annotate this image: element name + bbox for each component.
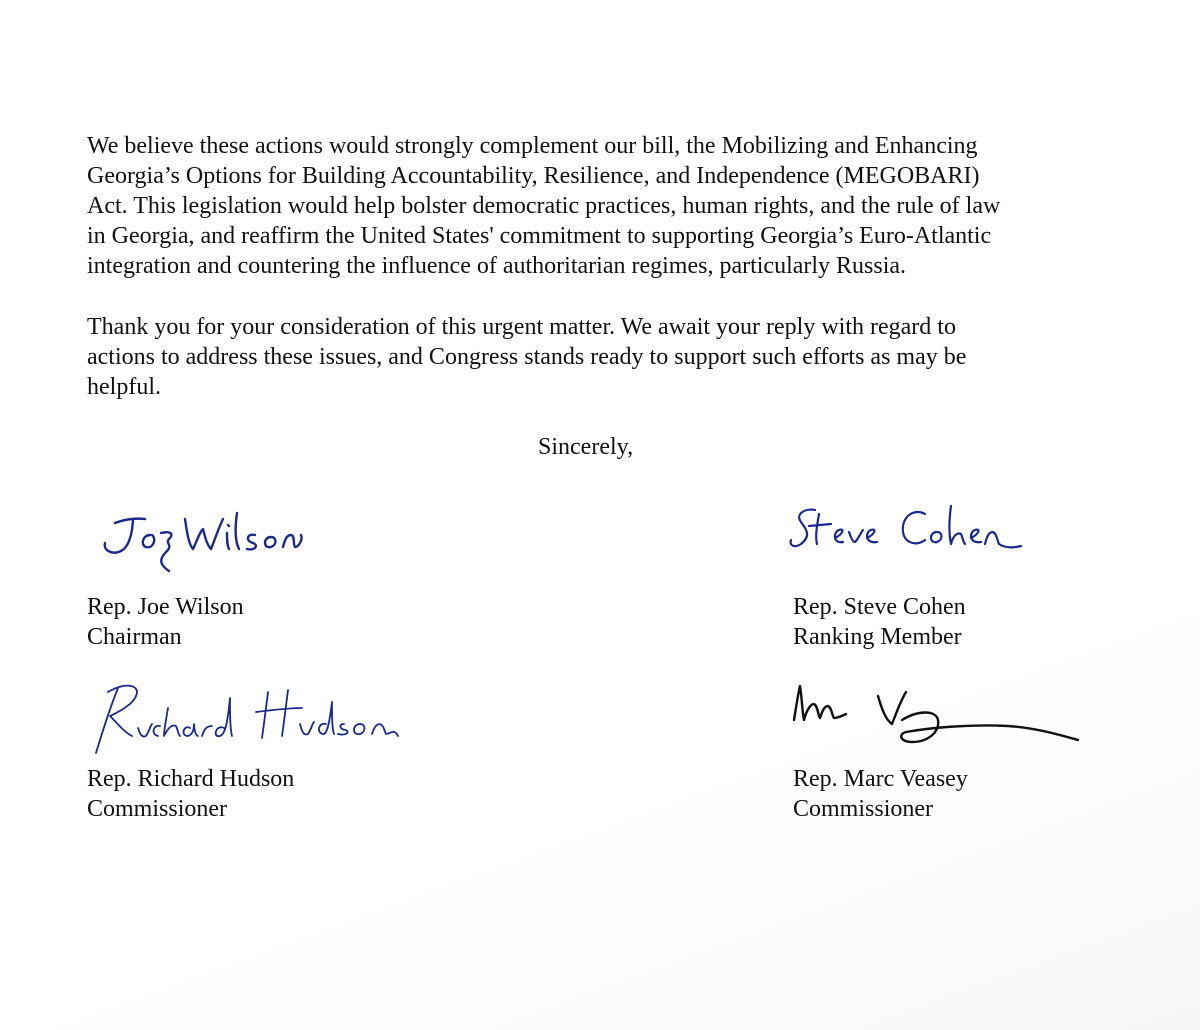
- body-paragraph-2: [87, 312, 1117, 402]
- signature-joe-wilson: [95, 505, 315, 580]
- signatory-name: Rep. Steve Cohen: [793, 594, 966, 620]
- signatory-name: Rep. Marc Veasey: [793, 766, 968, 792]
- signature-richard-hudson: [88, 678, 408, 763]
- signatory-block-hudson: [87, 764, 294, 824]
- signature-steve-cohen: [785, 500, 1025, 565]
- signatory-title: Commissioner: [87, 796, 228, 822]
- signature-marc-veasey: [788, 680, 1083, 760]
- paragraph-line: integration and countering the influence of authoritarian regimes, particularly Russia.: [87, 253, 907, 279]
- closing-salutation: Sincerely,: [538, 434, 634, 460]
- signatory-title: Chairman: [87, 624, 182, 650]
- signatory-title: Commissioner: [793, 796, 934, 822]
- paragraph-line: Act. This legislation would help bolster democratic practices, human rights, and the rule of law: [87, 193, 1001, 219]
- signatory-title: Ranking Member: [793, 624, 962, 650]
- paragraph-line: Thank you for your consideration of this urgent matter. We await your reply with regard to: [87, 314, 956, 340]
- paragraph-line: helpful.: [87, 374, 161, 400]
- signatory-name: Rep. Joe Wilson: [87, 594, 244, 620]
- paragraph-line: actions to address these issues, and Congress stands ready to support such efforts as may be: [87, 344, 967, 370]
- paragraph-line: Georgia’s Options for Building Accountability, Resilience, and Independence (MEGOBARI): [87, 163, 980, 189]
- signatory-block-cohen: [793, 592, 966, 652]
- paragraph-line: We believe these actions would strongly complement our bill, the Mobilizing and Enhancing: [87, 133, 978, 159]
- signatory-block-veasey: [793, 764, 968, 824]
- signatory-block-wilson: [87, 592, 244, 652]
- signatory-name: Rep. Richard Hudson: [87, 766, 295, 792]
- body-paragraph-1: [87, 131, 1117, 281]
- paragraph-line: in Georgia, and reaffirm the United States' commitment to supporting Georgia’s Euro-Atlantic: [87, 223, 992, 249]
